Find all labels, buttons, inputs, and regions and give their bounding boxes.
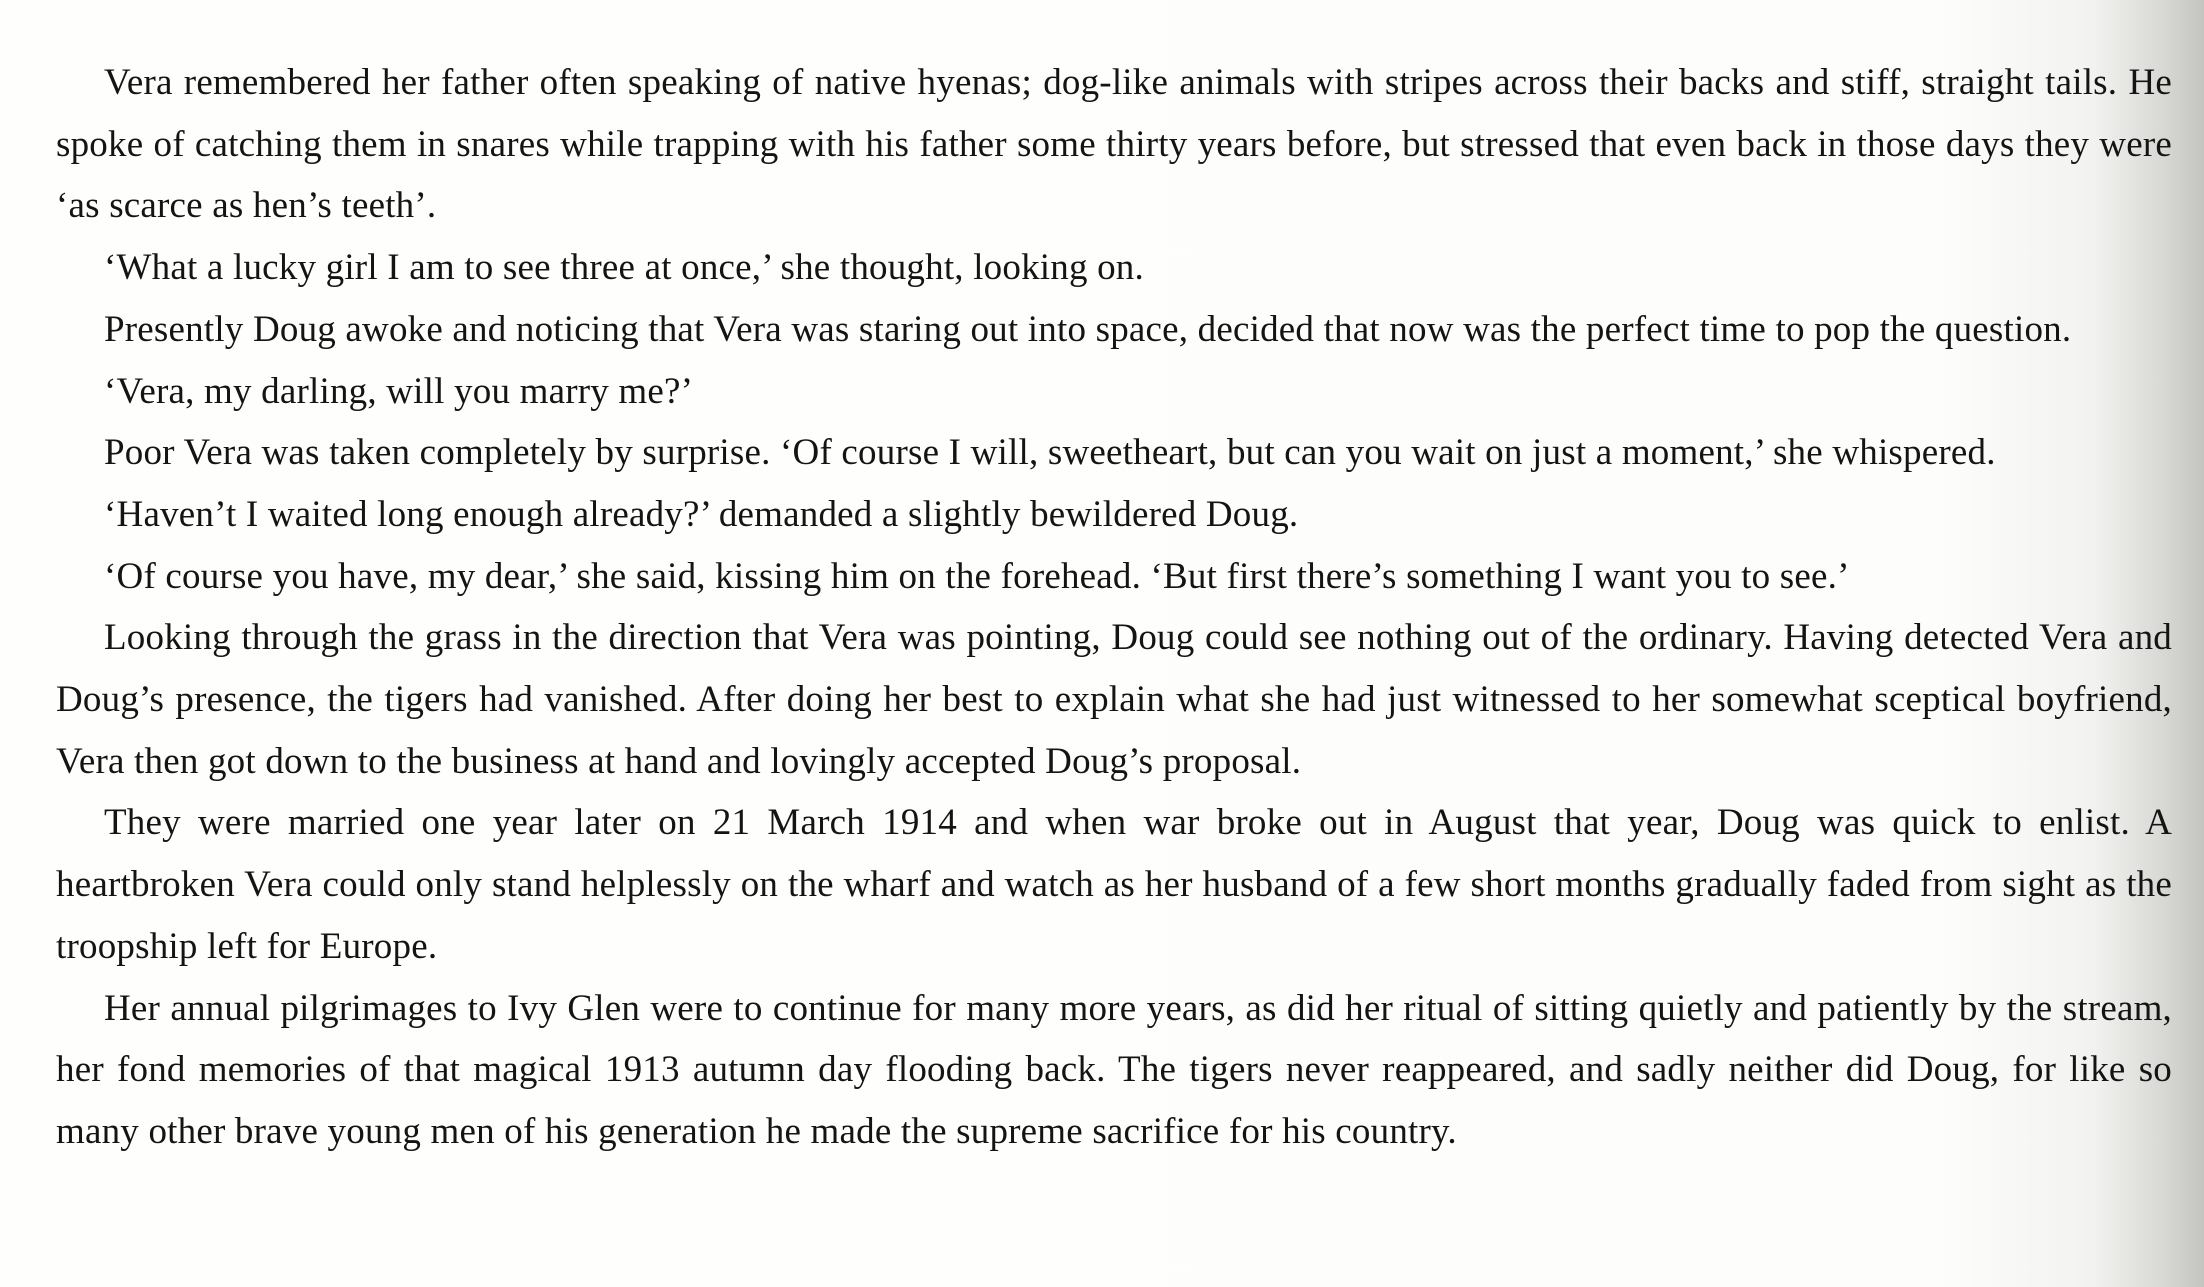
paragraph-pilgrimages: Her annual pilgrimages to Ivy Glen were to continue for many more years, as did her ritual of sitting quietly and patiently by the stream, her fond memories of that magical 1913 autumn day flooding back. The tigers never reappeared, and sadly neither did Doug, for like so many other brave young men of his generation he made the supreme sacrifice for his country. xyxy=(56,987,2172,1152)
paragraph-hyenas: Vera remembered her father often speaking of native hyenas; dog-like animals with stripes across their backs and stiff, straight tails. He spoke of catching them in snares while trapping with his father some thirty years before, but stressed that even back in those days they were ‘as scarce as hen’s teeth’. xyxy=(56,62,2172,227)
paragraph-tigers-vanished: Looking through the grass in the direction that Vera was pointing, Doug could see nothing out of the ordinary. Having detected Vera and Doug’s presence, the tigers had vanished. After doing her best to explain what she had just witnessed to her somewhat sceptical boyfriend, Vera then got down to the business at hand and lovingly accepted Doug’s proposal. xyxy=(56,617,2172,782)
paragraph-something-to-see: ‘Of course you have, my dear,’ she said, kissing him on the forehead. ‘But first there’s something I want you to see.’ xyxy=(104,555,1850,597)
paragraph-lucky-girl: ‘What a lucky girl I am to see three at once,’ she thought, looking on. xyxy=(104,247,1144,289)
body-text xyxy=(56,52,2172,1163)
paragraph-waited-long: ‘Haven’t I waited long enough already?’ demanded a slightly bewildered Doug. xyxy=(104,493,1299,535)
paragraph-proposal-question: ‘Vera, my darling, will you marry me?’ xyxy=(104,370,694,412)
paragraph-doug-awoke: Presently Doug awoke and noticing that Vera was staring out into space, decided that now was the perfect time to pop the question. xyxy=(104,308,2072,350)
paragraph-married-war: They were married one year later on 21 March 1914 and when war broke out in August that year, Doug was quick to enlist. A heartbroken Vera could only stand helplessly on the wharf and watch as her husband of a few short months gradually faded from sight as the troopship left for Europe. xyxy=(56,802,2172,967)
paragraph-vera-surprise: Poor Vera was taken completely by surprise. ‘Of course I will, sweetheart, but can you wait on just a moment,’ she whispered. xyxy=(104,432,1996,474)
